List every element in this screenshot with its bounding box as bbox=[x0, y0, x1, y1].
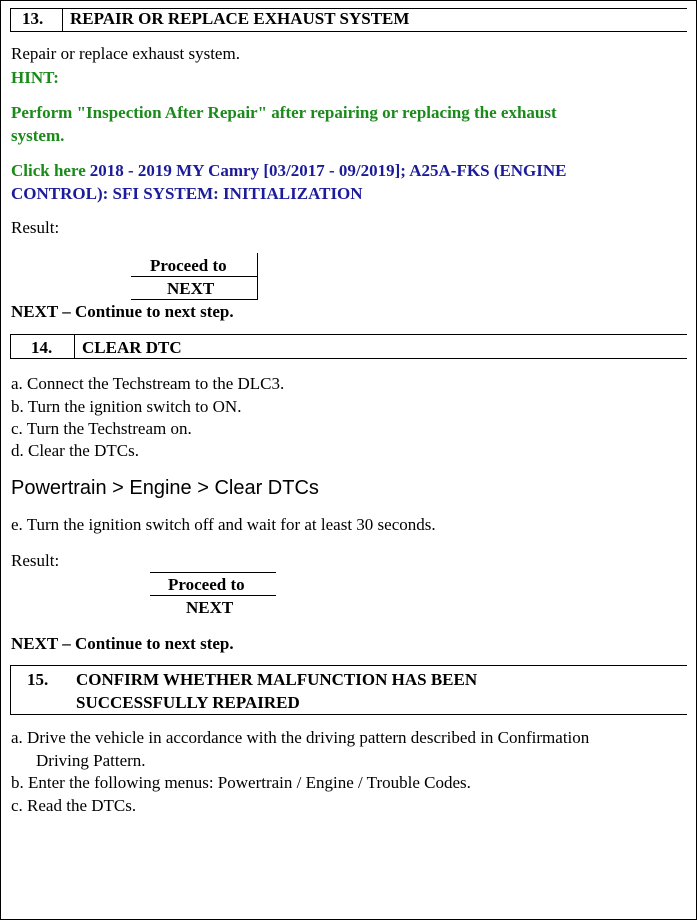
result-table-bottom-rule bbox=[131, 299, 257, 300]
hint-line-2: system. bbox=[11, 126, 65, 145]
step-14-item-b: b. Turn the ignition switch to ON. bbox=[11, 397, 242, 416]
next-dash: – bbox=[62, 634, 75, 653]
result-table-header: Proceed to bbox=[150, 256, 227, 275]
step-15-top-rule bbox=[10, 665, 687, 666]
step-14-next bbox=[11, 634, 234, 654]
link-line-2[interactable]: CONTROL): SFI SYSTEM: INITIALIZATION bbox=[11, 184, 363, 203]
next-text: Continue to next step. bbox=[74, 634, 234, 653]
step-13-title: REPAIR OR REPLACE EXHAUST SYSTEM bbox=[70, 9, 410, 28]
result-table-value: NEXT bbox=[167, 279, 215, 298]
result-table-mid-rule bbox=[131, 276, 257, 277]
step-15-item-a-line-1: a. Drive the vehicle in accordance with the driving pattern described in Confirmation bbox=[11, 728, 590, 747]
step-15-bottom-rule bbox=[10, 714, 687, 715]
step-13-body: Repair or replace exhaust system. bbox=[11, 44, 240, 63]
hint-line-1: Perform "Inspection After Repair" after repairing or replacing the exhaust bbox=[11, 103, 557, 122]
result2-mid-rule bbox=[150, 595, 276, 596]
step-15-number: 15. bbox=[27, 670, 49, 689]
result2-header: Proceed to bbox=[168, 575, 245, 594]
step-14-result-label: Result: bbox=[11, 551, 60, 570]
step-13-bottom-rule bbox=[10, 31, 687, 32]
next-text: Continue to next step. bbox=[74, 302, 234, 321]
step-15-title-line-2: SUCCESSFULLY REPAIRED bbox=[76, 693, 300, 712]
step-14-bottom-rule bbox=[10, 358, 687, 359]
step-14-item-d: d. Clear the DTCs. bbox=[11, 441, 139, 460]
step-13-result-label: Result: bbox=[11, 218, 60, 237]
hint-label: HINT: bbox=[11, 68, 59, 87]
step-13-next bbox=[11, 302, 234, 322]
step-14-title: CLEAR DTC bbox=[82, 338, 182, 357]
link-line-1: 2018 - 2019 MY Camry [03/2017 - 09/2019]; A25A-FKS (ENGINE bbox=[89, 161, 567, 180]
step-15-item-a-line-2: Driving Pattern. bbox=[36, 751, 146, 770]
next-label: NEXT bbox=[11, 634, 58, 653]
step-13-left-rule bbox=[10, 8, 11, 31]
step-13-divider bbox=[62, 8, 63, 31]
step-14-left-rule bbox=[10, 334, 11, 358]
step-14-item-a: a. Connect the Techstream to the DLC3. bbox=[11, 374, 285, 393]
step-14-item-c: c. Turn the Techstream on. bbox=[11, 419, 192, 438]
step-14-divider bbox=[74, 334, 75, 358]
step-15-item-b: b. Enter the following menus: Powertrain / Engine / Trouble Codes. bbox=[11, 773, 471, 792]
step-14-number: 14. bbox=[31, 338, 53, 357]
step-15-item-c: c. Read the DTCs. bbox=[11, 796, 137, 815]
next-label: NEXT bbox=[11, 302, 58, 321]
step-15-title-line-1: CONFIRM WHETHER MALFUNCTION HAS BEEN bbox=[76, 670, 478, 689]
menu-path: Powertrain > Engine > Clear DTCs bbox=[11, 477, 319, 499]
step-14-top-rule bbox=[10, 334, 687, 335]
result2-value: NEXT bbox=[186, 598, 234, 617]
result-table-right-rule bbox=[257, 253, 258, 300]
result2-top-rule bbox=[150, 572, 276, 573]
link-prefix: Click here bbox=[11, 161, 86, 180]
initialization-link[interactable] bbox=[11, 161, 567, 181]
step-14-item-e: e. Turn the ignition switch off and wait for at least 30 seconds. bbox=[11, 515, 436, 534]
next-dash: – bbox=[62, 302, 75, 321]
step-15-left-rule bbox=[10, 665, 11, 714]
step-13-number: 13. bbox=[22, 9, 44, 28]
